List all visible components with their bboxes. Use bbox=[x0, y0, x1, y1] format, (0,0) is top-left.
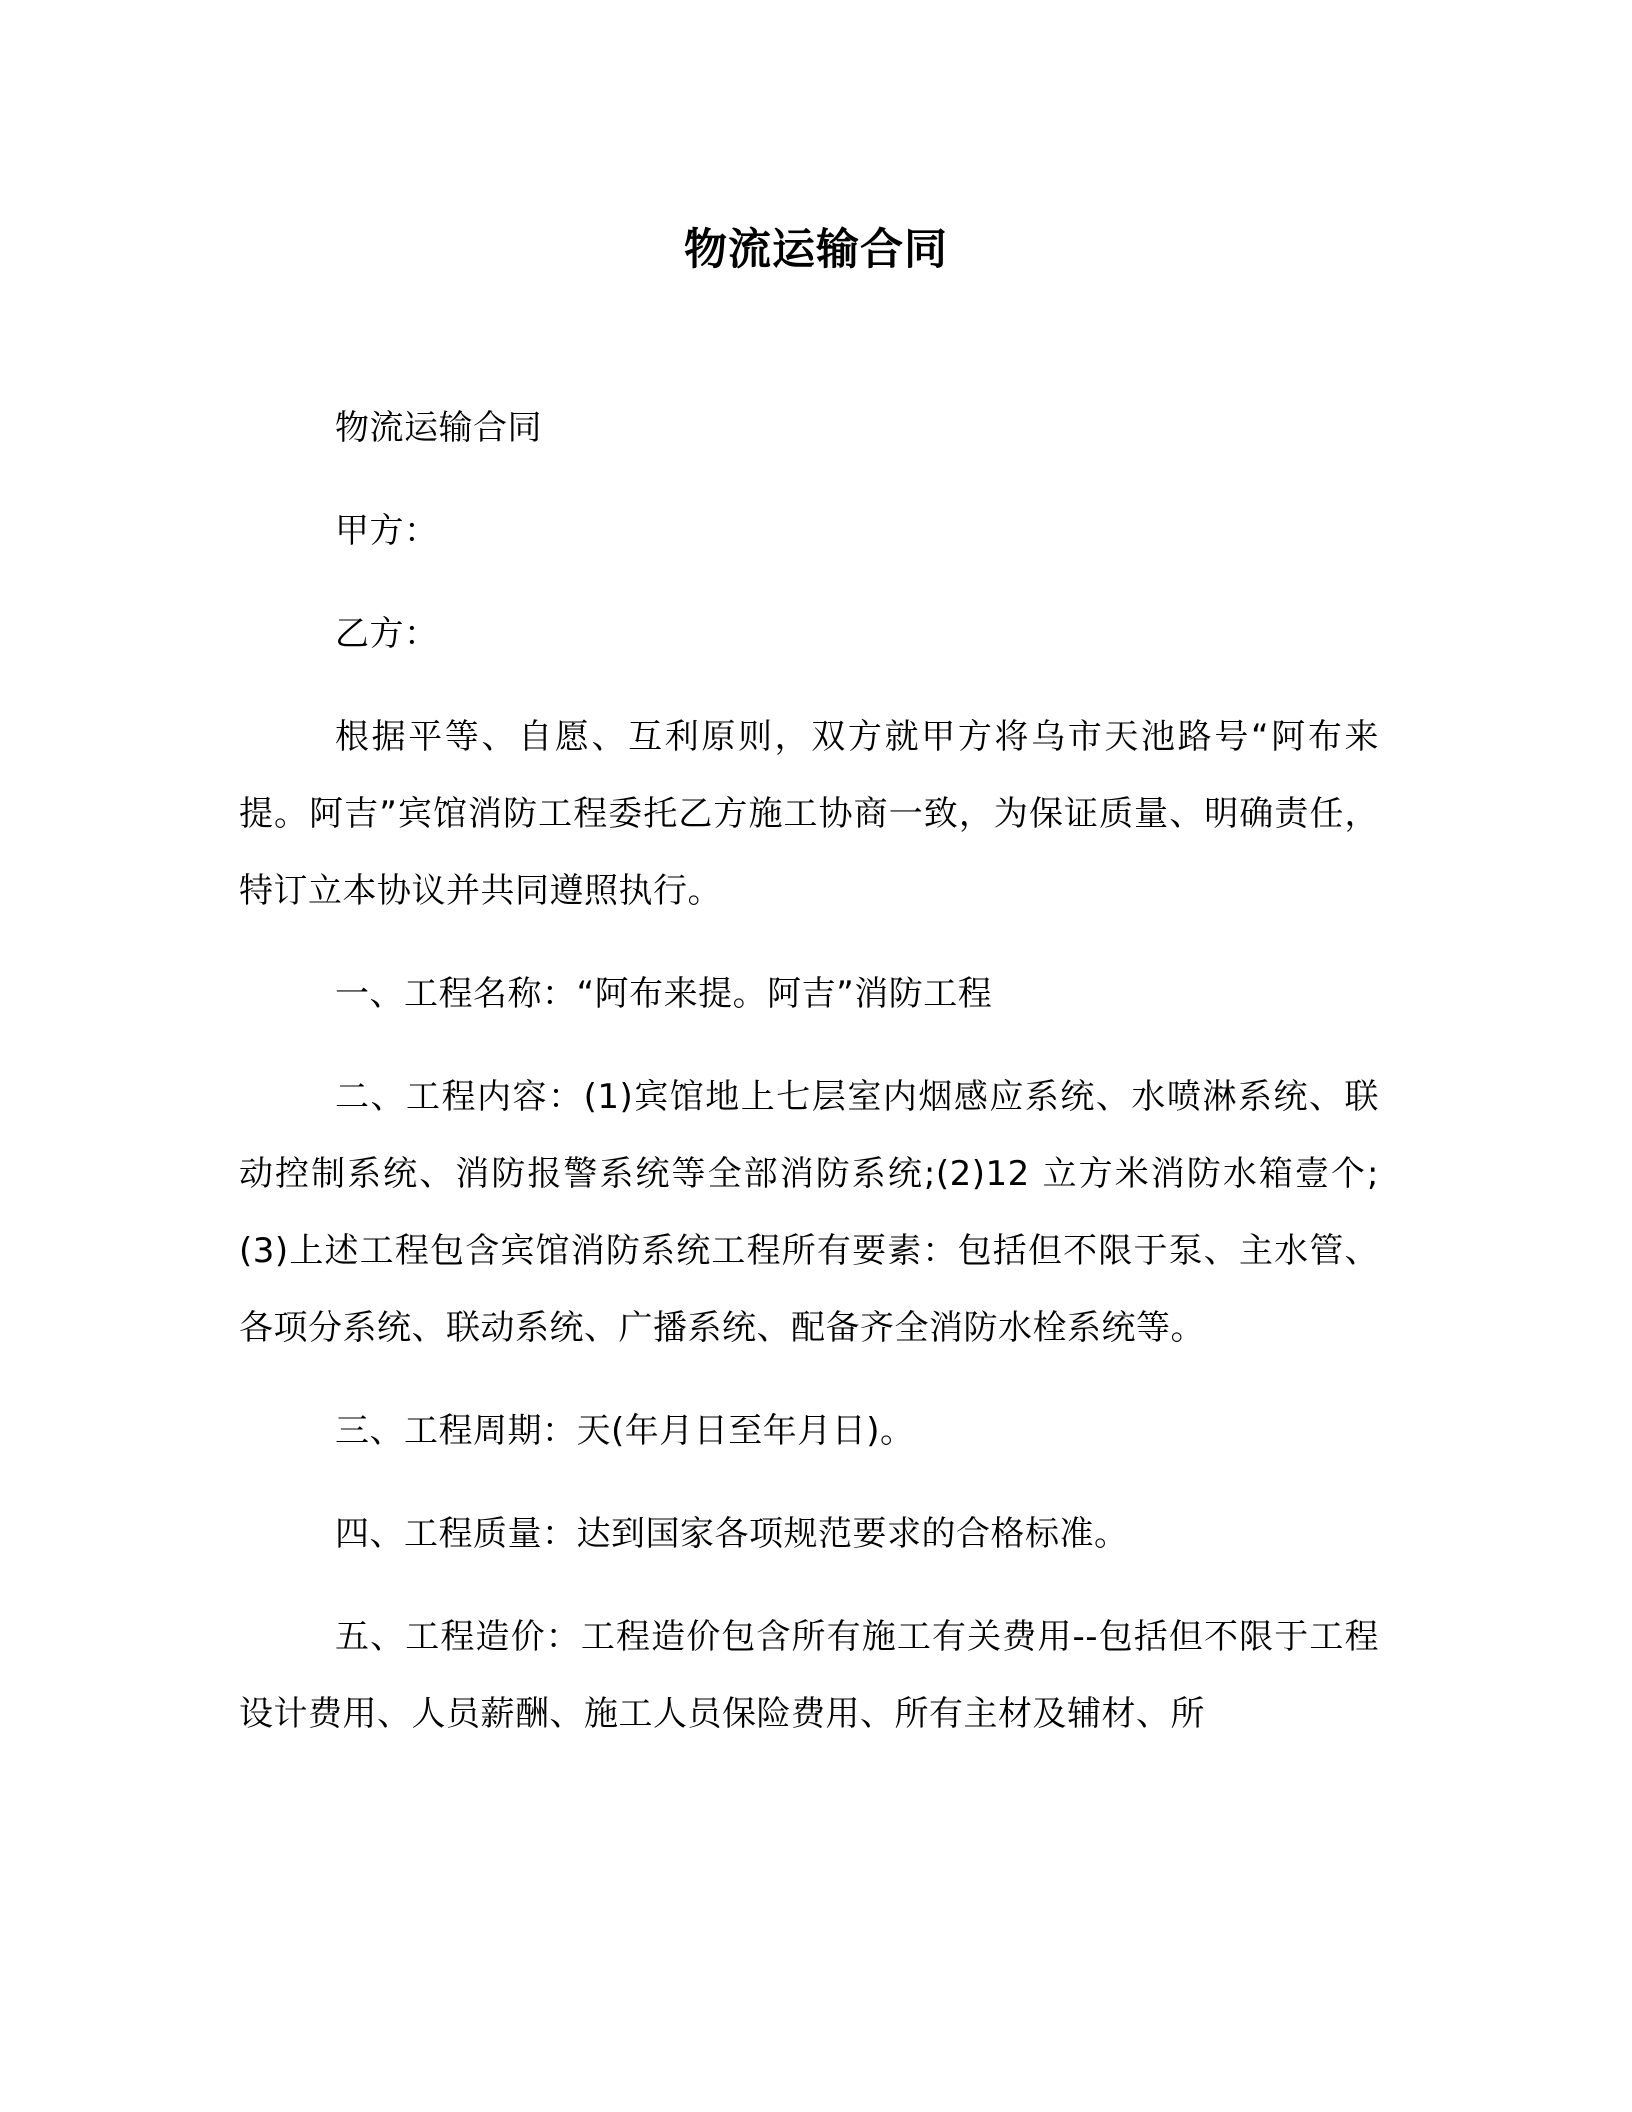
document-title: 物流运输合同 bbox=[684, 225, 948, 275]
contract-subtitle: 物流运输合同 bbox=[335, 408, 542, 448]
party-b-line: 乙方： bbox=[335, 614, 439, 654]
clause-project-quality: 四、工程质量：达到国家各项规范要求的合格标准。 bbox=[335, 1514, 1129, 1554]
clause-project-name: 一、工程名称：“阿布来提。阿吉”消防工程 bbox=[335, 974, 993, 1014]
clause-project-content: 二、工程内容：(1)宾馆地上七层室内烟感应系统、水喷淋系统、联动控制系统、消防报警系统等全部消防系统;(2)12 立方米消防水箱壹个;(3)上述工程包含宾馆消防系统工程所有要素：包括但不限于泵、主水管、各项分系统、联动系统、广播系统、配备齐全消防水栓系统等。 bbox=[239, 1077, 1379, 1348]
clause-project-period: 三、工程周期：天(年月日至年月日)。 bbox=[335, 1411, 915, 1451]
party-a-line: 甲方： bbox=[335, 511, 439, 551]
preamble-paragraph: 根据平等、自愿、互利原则，双方就甲方将乌市天池路号“阿布来提。阿吉”宾馆消防工程委托乙方施工协商一致，为保证质量、明确责任，特订立本协议并共同遵照执行。 bbox=[239, 717, 1379, 911]
clause-project-cost: 五、工程造价：工程造价包含所有施工有关费用--包括但不限于工程设计费用、人员薪酬、施工人员保险费用、所有主材及辅材、所 bbox=[239, 1617, 1379, 1734]
document-body bbox=[239, 390, 1379, 1779]
